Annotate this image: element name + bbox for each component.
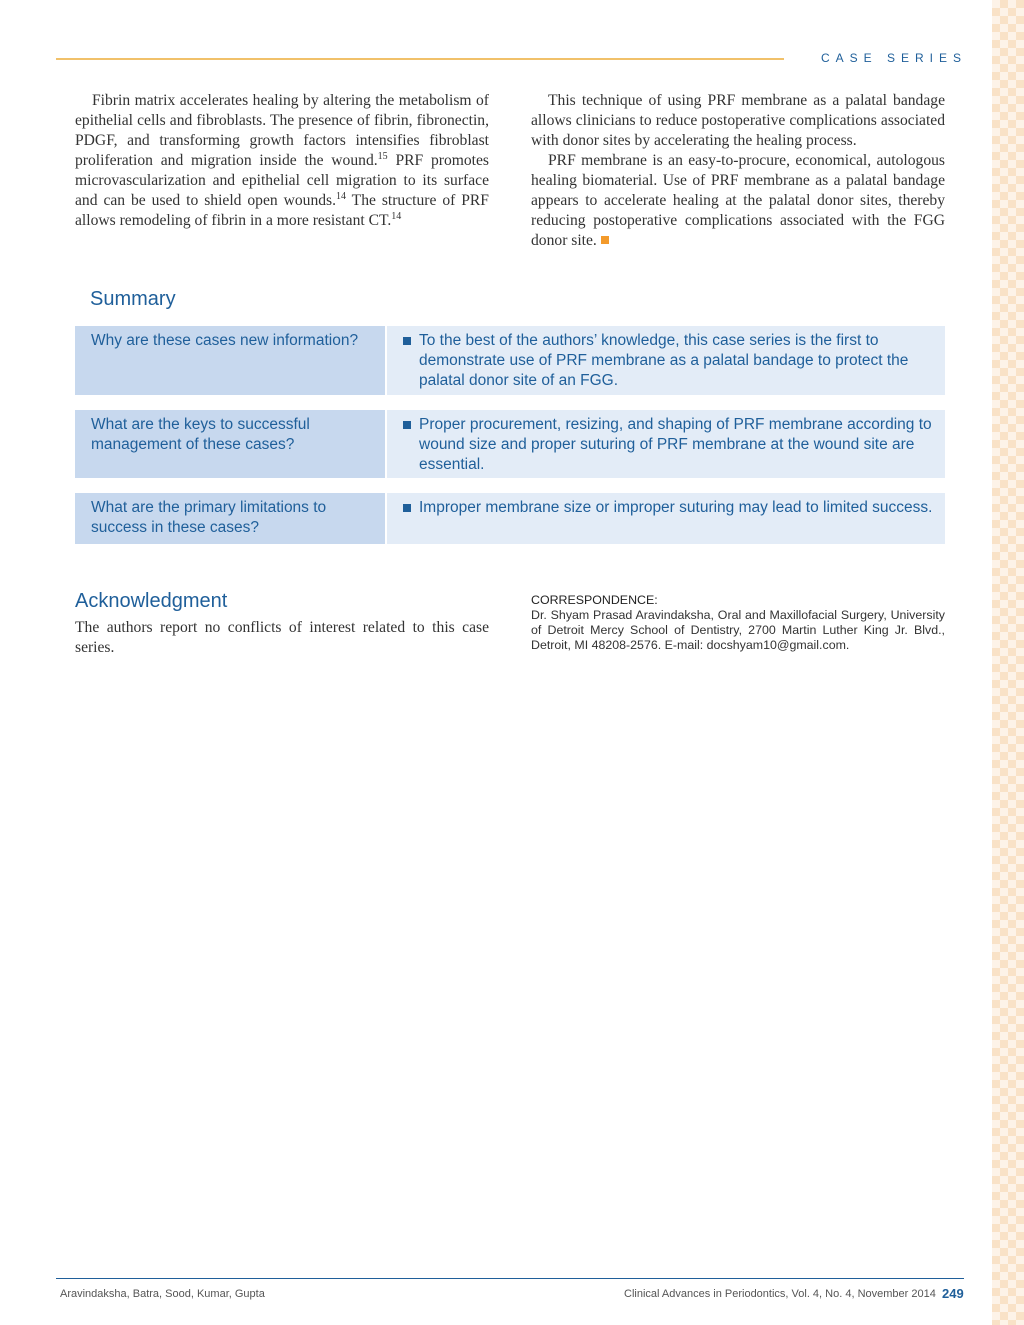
correspondence — [531, 593, 945, 653]
decorative-checker-strip — [992, 0, 1024, 1325]
footer-authors: Aravindaksha, Batra, Sood, Kumar, Gupta — [60, 1288, 265, 1300]
header-rule — [56, 58, 784, 60]
acknowledgment-text: The authors report no conflicts of interest related to this case series. — [75, 619, 489, 656]
right-column — [531, 91, 945, 251]
summary-row — [75, 326, 945, 395]
footer-rule — [56, 1278, 964, 1279]
running-head: CASE SERIES — [821, 51, 968, 65]
summary-question: What are the primary limitations to success in these cases? — [75, 493, 385, 544]
citation: 15 — [377, 150, 388, 162]
summary-answer: To the best of the authors’ knowledge, this case series is the first to demonstrate use of PRF membrane as a palatal bandage to protect the palatal donor site of an FGG. — [387, 326, 945, 395]
summary-question: What are the keys to successful management of these cases? — [75, 410, 385, 478]
summary-row — [75, 410, 945, 478]
summary-row — [75, 493, 945, 544]
citation: 14 — [391, 210, 402, 222]
body-paragraph: This technique of using PRF membrane as a palatal bandage allows clinicians to reduce postoperative complications associated with donor sites by accelerating the healing process. — [531, 92, 945, 149]
end-of-article-mark — [601, 236, 609, 244]
correspondence-label: CORRESPONDENCE: — [531, 593, 658, 607]
correspondence-text: Dr. Shyam Prasad Aravindaksha, Oral and Maxillofacial Surgery, University of Detroit Mercy School of Dentistry, 2700 Martin Luther King Jr. Blvd., Detroit, MI 48208-2576. E-mail: docshyam10@gmail.com. — [531, 608, 945, 652]
summary-answer: Improper membrane size or improper suturing may lead to limited success. — [387, 493, 945, 544]
acknowledgment-title: Acknowledgment — [75, 590, 228, 612]
citation: 14 — [336, 190, 347, 202]
body-paragraph: Fibrin matrix accelerates healing by altering the metabolism of epithelial cells and fibroblasts. The presence of fibrin, fibronectin, PDGF, and transforming growth factors intensifies fibroblast proliferation and migration inside the wound.$^{15}$ PRF promotes microvascularization and epithelial cell migration to its surface and can be used to shield open wounds.$^{14}$ The structure of PRF allows remodeling of fibrin in a more resistant CT.$^{14}$ — [75, 92, 490, 229]
bullet-icon — [403, 421, 411, 429]
page-number: 249 — [942, 1286, 964, 1301]
summary-question: Why are these cases new information? — [75, 326, 385, 395]
summary-title: Summary — [90, 288, 176, 310]
left-column — [75, 91, 489, 231]
bullet-icon — [403, 504, 411, 512]
footer-journal: Clinical Advances in Periodontics, Vol. 4, No. 4, November 2014 — [624, 1288, 936, 1300]
summary-answer: Proper procurement, resizing, and shaping of PRF membrane according to wound size and proper suturing of PRF membrane at the wound site are essential. — [387, 410, 945, 478]
body-paragraph: PRF membrane is an easy-to-procure, economical, autologous healing biomaterial. Use of PRF membrane as a palatal bandage appears to accelerate healing at the palatal donor sites, thereby reducing postoperative complications associated with the FGG donor site. — [531, 152, 945, 249]
bullet-icon — [403, 337, 411, 345]
